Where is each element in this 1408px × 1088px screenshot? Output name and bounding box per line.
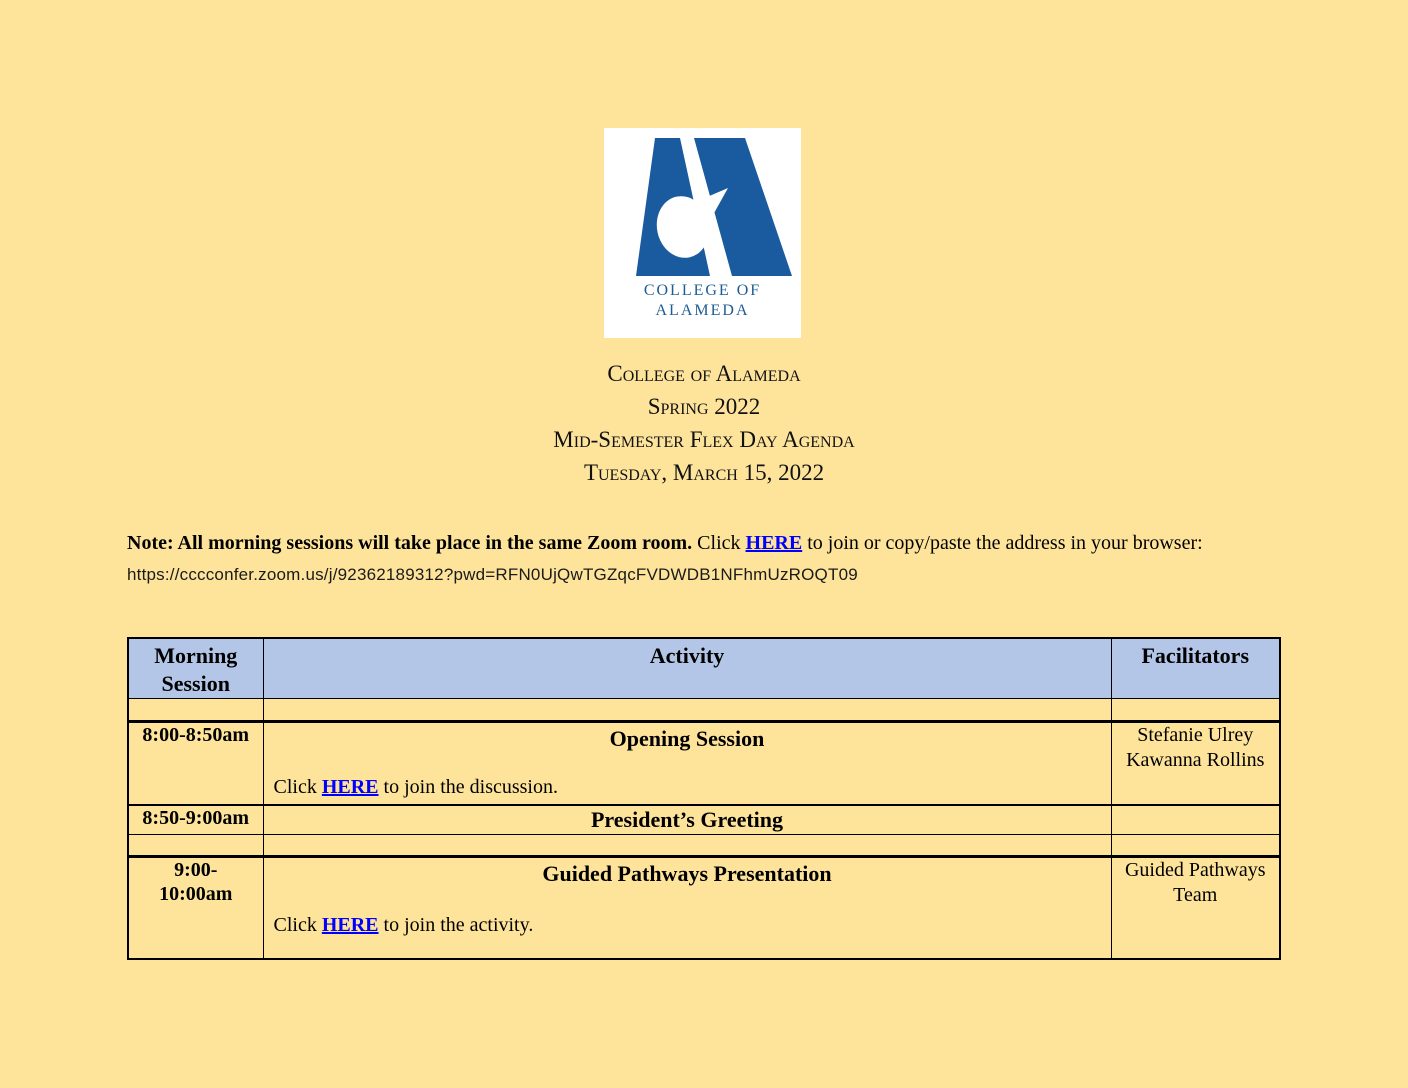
join-line-suffix: to join the activity.	[378, 914, 534, 936]
zoom-note-line1	[127, 530, 1297, 556]
facilitator-name: Guided Pathways	[1124, 859, 1266, 881]
zoom-note	[127, 530, 1297, 588]
zoom-note-bold: Note: All morning sessions will take place in the same Zoom room.	[127, 532, 693, 554]
spacer-cell	[1111, 699, 1280, 722]
title-event: Mid-Semester Flex Day Agenda	[553, 427, 855, 452]
title-college: College of Alameda	[607, 361, 801, 386]
spacer-cell	[263, 699, 1111, 722]
session-time: 8:50-9:00am	[128, 805, 263, 835]
guided-pathways-here-link[interactable]: HERE	[321, 914, 379, 936]
join-line-prefix: Click	[273, 914, 322, 936]
session-facilitators	[1111, 722, 1280, 805]
spacer-row	[128, 699, 1280, 722]
college-logo	[604, 128, 801, 338]
session-time-line2: 10:00am	[159, 883, 233, 905]
spacer-cell	[128, 699, 263, 722]
session-row-guided-pathways	[128, 857, 1280, 959]
note-here-link[interactable]: HERE	[745, 532, 803, 554]
activity-title: President’s Greeting	[590, 806, 784, 832]
spacer-cell	[128, 835, 263, 857]
logo-wordmark-line1: COLLEGE OF	[643, 282, 762, 299]
session-activity	[263, 857, 1111, 959]
session-time: 8:00-8:50am	[128, 722, 263, 805]
title-date: Tuesday, March 15, 2022	[583, 460, 825, 485]
header-activity: Activity	[263, 638, 1111, 699]
join-line-suffix: to join the discussion.	[378, 776, 558, 798]
session-row-opening	[128, 722, 1280, 805]
zoom-note-post-link: to join or copy/paste the address in your browser:	[802, 532, 1203, 554]
session-activity	[263, 722, 1111, 805]
facilitator-name: Kawanna Rollins	[1126, 749, 1265, 771]
session-activity	[263, 805, 1111, 835]
page-title	[0, 357, 1408, 489]
session-time-line1: 9:00-	[174, 859, 218, 881]
session-facilitators	[1111, 805, 1280, 835]
facilitator-name: Team	[1173, 884, 1218, 906]
join-line-prefix: Click	[273, 776, 322, 798]
session-facilitators	[1111, 857, 1280, 959]
session-row-presidents-greeting	[128, 805, 1280, 835]
spacer-row	[128, 835, 1280, 857]
session-time	[128, 857, 263, 959]
spacer-cell	[1111, 835, 1280, 857]
opening-session-here-link[interactable]: HERE	[321, 776, 379, 798]
college-of-alameda-logo-icon	[604, 128, 801, 280]
header-facilitators: Facilitators	[1111, 638, 1280, 699]
zoom-url: https://cccconfer.zoom.us/j/92362189312?pwd=RFN0UjQwTGZqcFVDWDB1NFhmUzROQT09	[127, 565, 858, 584]
activity-join-line	[264, 776, 1111, 802]
activity-join-line	[264, 914, 1111, 937]
spacer-cell	[263, 835, 1111, 857]
activity-title: Opening Session	[609, 726, 765, 751]
logo-wordmark-line2: ALAMEDA	[655, 302, 750, 319]
zoom-note-pre-link: Click	[692, 532, 746, 554]
agenda-header-row	[128, 638, 1280, 699]
title-semester: Spring 2022	[647, 394, 761, 419]
header-morning-session: Morning Session	[128, 638, 263, 699]
activity-title: Guided Pathways Presentation	[542, 861, 832, 886]
agenda-table	[127, 637, 1281, 960]
logo-wordmark	[604, 281, 801, 321]
facilitator-name: Stefanie Ulrey	[1137, 724, 1254, 746]
